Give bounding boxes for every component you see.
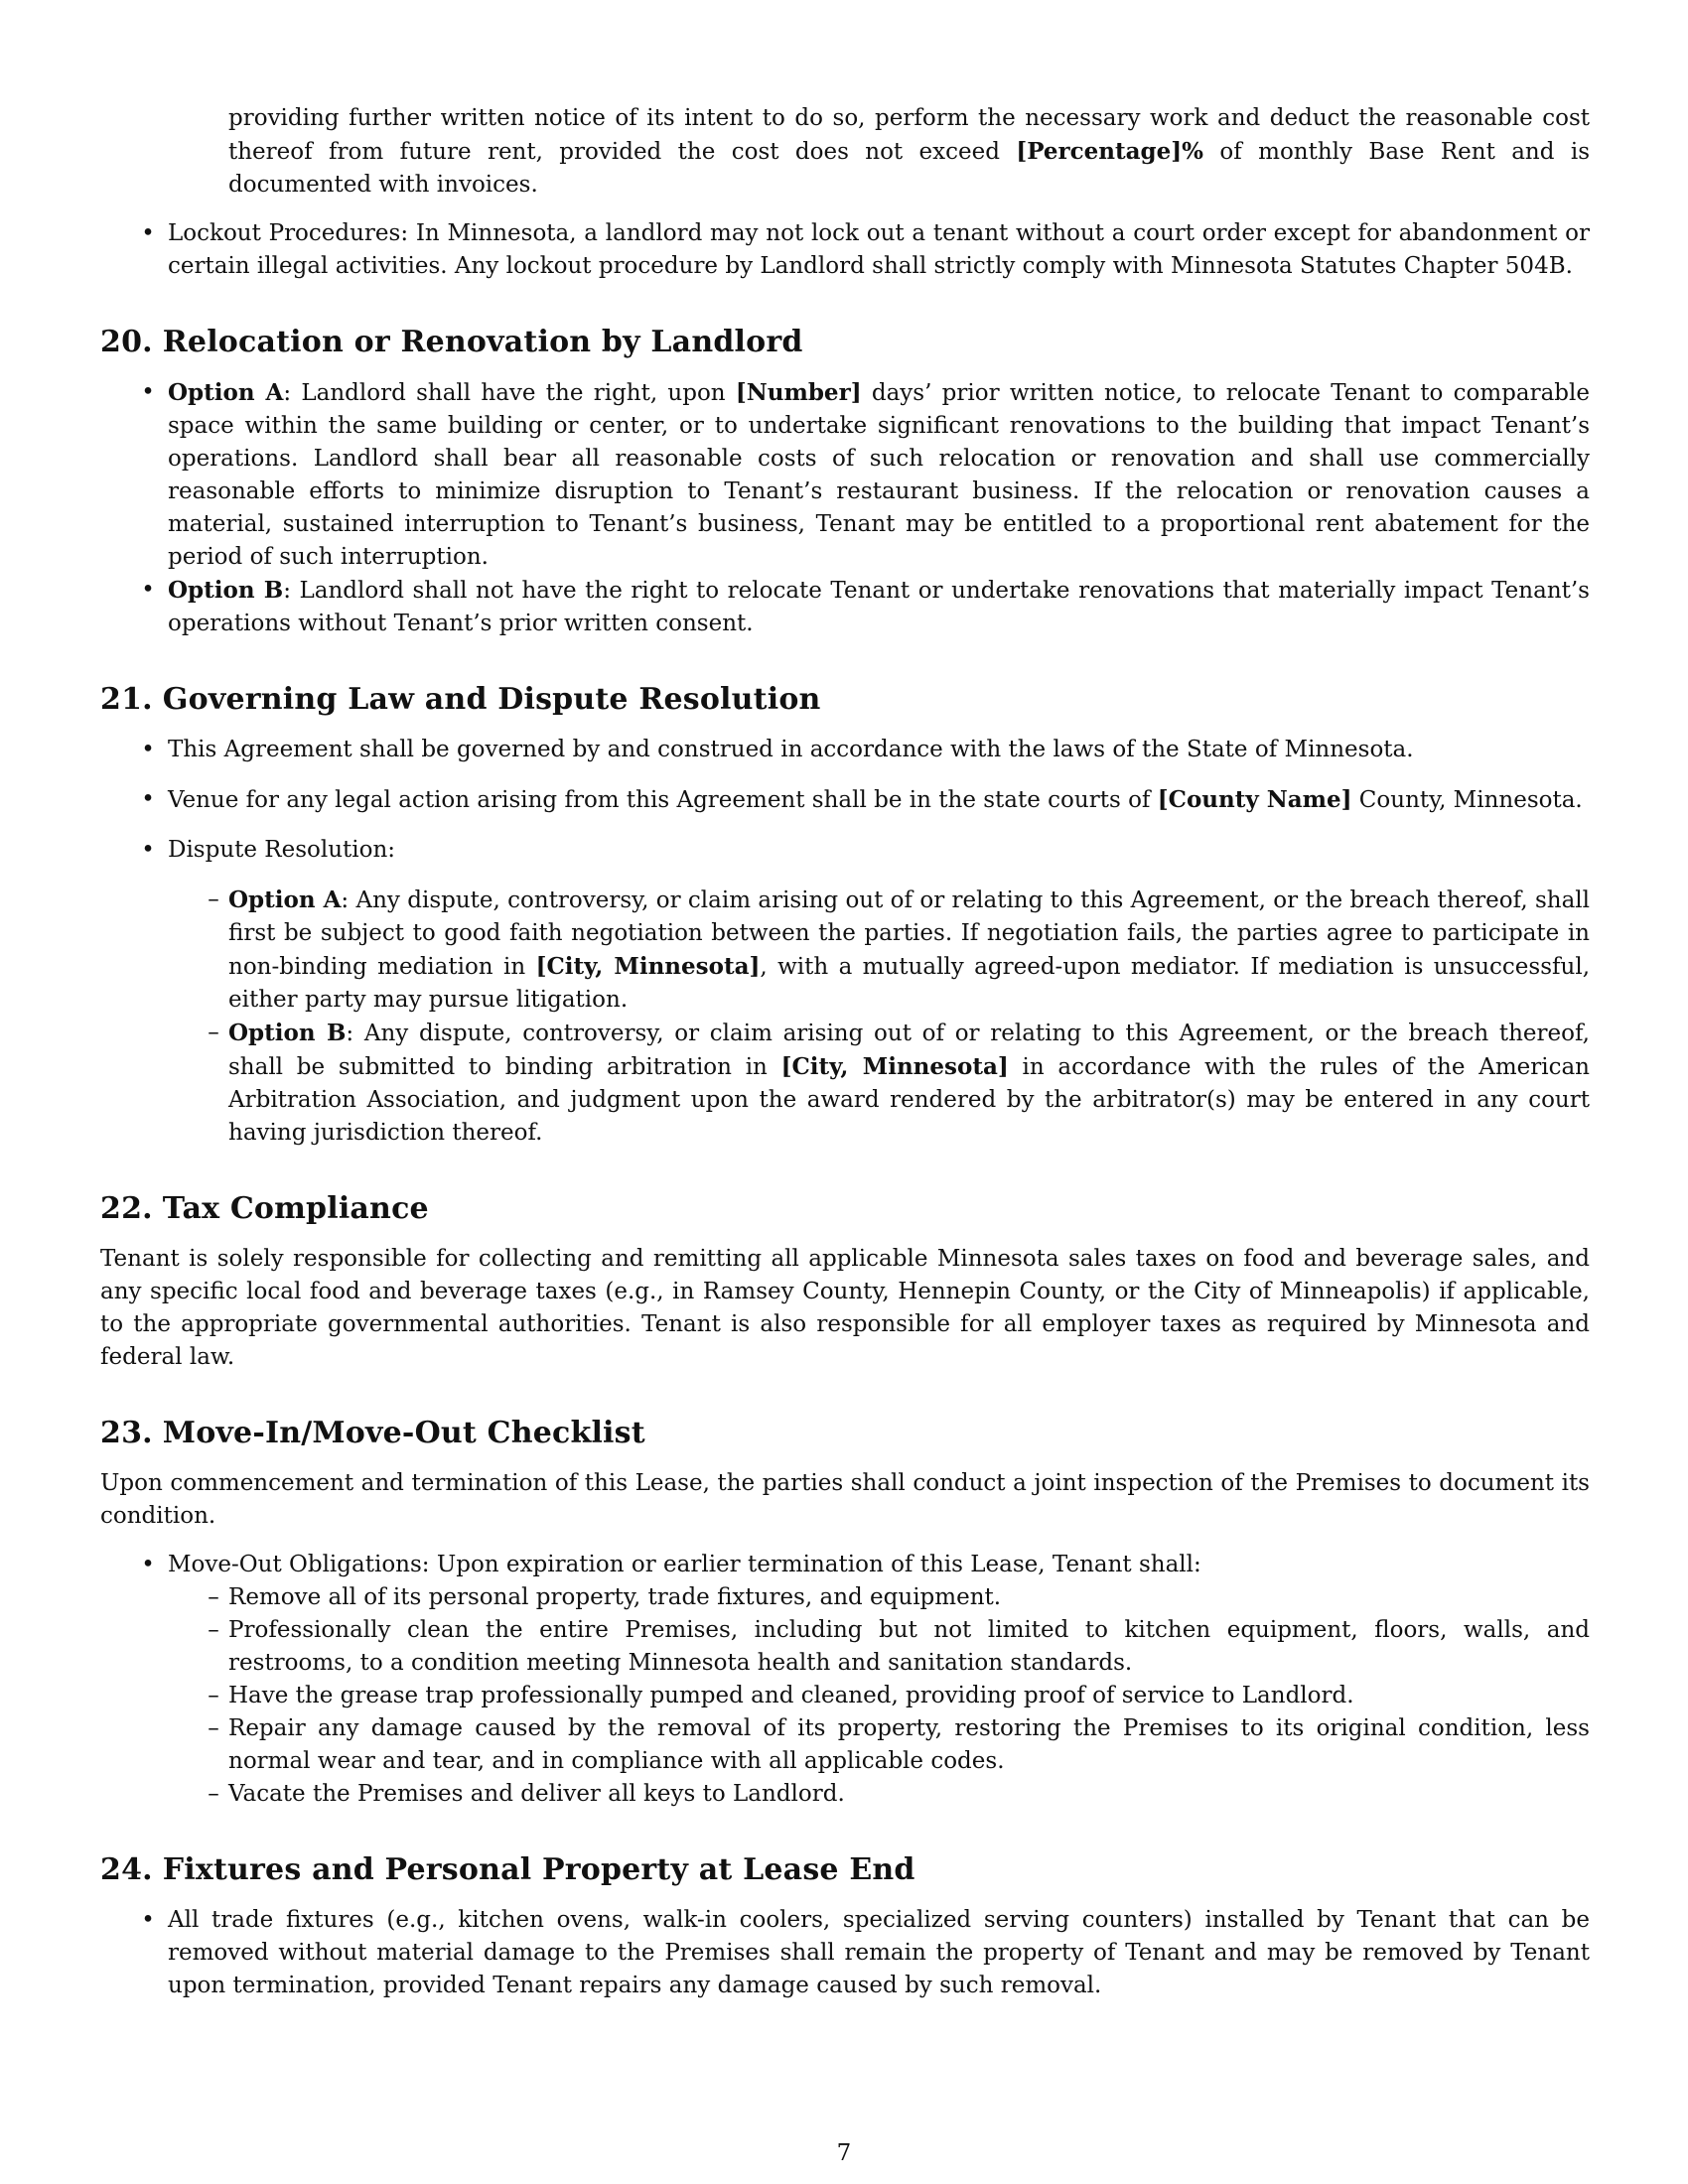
checklist-intro: Upon commencement and termination of this Lease, the parties shall conduct a joint inspection of the Premises to document its condition. — [100, 1470, 1590, 1529]
lockout-list — [100, 217, 1590, 283]
dispute-text: Dispute Resolution: — [168, 837, 396, 863]
obligation-text: Repair any damage caused by the removal of its property, restoring the Premises to its original condition, less normal wear and tear, and in compliance with all applicable codes. — [228, 1715, 1590, 1774]
bullet-marker: • — [141, 1552, 155, 1577]
lockout-item — [100, 217, 1590, 283]
continued-text-end: of monthly Base Rent and is documented with invoices. — [228, 139, 1591, 198]
dash-marker: – — [208, 1715, 219, 1741]
section-20-heading — [100, 323, 1590, 362]
section-title: Move-In/Move-Out Checklist — [162, 1416, 645, 1450]
move-out-text: Move-Out Obligations: Upon expiration or earlier termination of this Lease, Tenant shall: — [168, 1552, 1201, 1577]
section-title: Tax Compliance — [162, 1191, 429, 1226]
option-a-item — [100, 376, 1590, 574]
move-out-item — [100, 1549, 1590, 1811]
section-24-heading — [100, 1850, 1590, 1890]
option-text: : Any dispute, controversy, or claim arising out of or relating to this Agreement, or the breach thereof, shall be submitted to binding arbitration in — [228, 1021, 1590, 1080]
section-title: Relocation or Renovation by Landlord — [162, 325, 803, 359]
fixtures-text: All trade fixtures (e.g., kitchen ovens, walk-in coolers, specialized serving counters) installed by Tenant that can be removed without material damage to the Premises shall remain the property of Tenant and may be removed by Tenant upon termination, provided Tenant repairs any damage caused by such removal. — [168, 1907, 1590, 1998]
dash-marker: – — [208, 1020, 219, 1045]
trade-fixtures-item — [100, 1904, 1590, 2002]
list-item — [168, 1778, 1590, 1811]
section-number: 20. — [100, 325, 153, 359]
venue-text-end: County, Minnesota. — [1351, 787, 1583, 813]
section-number: 22. — [100, 1191, 153, 1226]
dispute-option-a — [168, 884, 1590, 1017]
option-text: : Landlord shall have the right, upon — [283, 380, 736, 406]
law-text: This Agreement shall be governed by and construed in accordance with the laws of the State of Minnesota. — [168, 737, 1414, 762]
section-24-list — [100, 1904, 1590, 2002]
venue-item — [100, 783, 1590, 817]
obligation-text: Have the grease trap professionally pumped and cleaned, providing proof of service to Landlord. — [228, 1683, 1354, 1708]
section-title: Governing Law and Dispute Resolution — [162, 682, 821, 717]
dispute-option-b — [168, 1017, 1590, 1150]
obligation-text: Remove all of its personal property, trade fixtures, and equipment. — [228, 1584, 1002, 1610]
percentage-placeholder: [Percentage]% — [1016, 138, 1204, 165]
bullet-marker: • — [141, 737, 155, 762]
option-text-end: in accordance with the rules of the American Arbitration Association, and judgment upon the award rendered by the arbitrator(s) may be entered in any court having jurisdiction thereof. — [228, 1054, 1590, 1146]
obligation-text: Vacate the Premises and deliver all keys to Landlord. — [228, 1781, 845, 1807]
section-21-list — [100, 734, 1590, 1150]
bullet-marker: • — [141, 379, 155, 405]
governing-law-item — [100, 734, 1590, 766]
dash-marker: – — [208, 887, 219, 912]
section-23-heading — [100, 1414, 1590, 1453]
list-item — [168, 1680, 1590, 1712]
option-text: : Landlord shall not have the right to relocate Tenant or undertake renovations that materially impact Tenant’s operations without Tenant’s prior written consent. — [168, 578, 1590, 636]
dash-marker: – — [208, 1683, 219, 1708]
list-item — [168, 1712, 1590, 1778]
option-label: Option B — [168, 577, 284, 604]
dispute-options — [168, 884, 1590, 1150]
section-21-heading — [100, 680, 1590, 720]
option-b-item — [100, 574, 1590, 640]
section-title: Fixtures and Personal Property at Lease End — [162, 1852, 915, 1887]
option-text-end: , with a mutually agreed-upon mediator. If mediation is unsuccessful, either party may pursue litigation. — [228, 954, 1591, 1013]
option-text-end: days’ prior written notice, to relocate Tenant to comparable space within the same building or center, or to undertake significant renovations to the building that impact Tenant’s operations. Landlord shall bear all reasonable costs of such relocation or renovation and shall use commercially reasonable efforts to minimize disruption to Tenant’s restaurant business. If the relocation or renovation causes a material, sustained interruption to Tenant’s business, Tenant may be entitled to a proportional rent abatement for the period of such interruption. — [168, 380, 1590, 570]
option-label: Option A — [228, 887, 342, 913]
option-text: : Any dispute, controversy, or claim arising out of or relating to this Agreement, or the breach thereof, shall first be subject to good faith negotiation between the parties. If negotiation fails, the parties agree to participate in non-binding mediation in — [228, 887, 1590, 980]
venue-text: Venue for any legal action arising from this Agreement shall be in the state courts of — [168, 787, 1158, 813]
bullet-marker: • — [141, 220, 155, 246]
bullet-marker: • — [141, 577, 155, 603]
county-placeholder: [County Name] — [1157, 786, 1352, 813]
obligation-text: Professionally clean the entire Premises, including but not limited to kitchen equipment, floors, walls, and restrooms, to a condition meeting Minnesota health and sanitation standards. — [228, 1617, 1590, 1676]
page-number: 7 — [836, 2140, 852, 2166]
list-item — [168, 1581, 1590, 1614]
list-item — [168, 1614, 1590, 1680]
page-body — [100, 102, 1590, 2002]
continued-paragraph — [100, 102, 1590, 202]
tax-paragraph: Tenant is solely responsible for collecting and remitting all applicable Minnesota sales taxes on food and beverage sales, and any specific local food and beverage taxes (e.g., in Ramsey County, Hennepin County, or the City of Minneapolis) if applicable, to the appropriate governmental authorities. Tenant is also responsible for all employer taxes as required by Minnesota and federal law. — [100, 1246, 1590, 1370]
dash-marker: – — [208, 1617, 219, 1643]
section-22-heading — [100, 1189, 1590, 1229]
section-20-options — [100, 376, 1590, 640]
section-number: 21. — [100, 682, 153, 717]
city-placeholder: [City, Minnesota] — [780, 1053, 1009, 1080]
option-label: Option A — [168, 379, 284, 406]
section-23-list — [100, 1549, 1590, 1811]
bullet-marker: • — [141, 837, 155, 863]
continued-text: providing further written notice of its intent to do so, perform the necessary work and deduct the reasonable cost thereof from future rent, provided the cost does not exceed — [228, 105, 1590, 165]
section-number: 23. — [100, 1416, 153, 1450]
dash-marker: – — [208, 1584, 219, 1610]
bullet-marker: • — [141, 1907, 155, 1933]
dash-marker: – — [208, 1781, 219, 1807]
move-out-obligations — [168, 1581, 1590, 1811]
bullet-marker: • — [141, 786, 155, 812]
city-placeholder: [City, Minnesota] — [535, 953, 761, 980]
lockout-text: Lockout Procedures: In Minnesota, a landlord may not lock out a tenant without a court order except for abandonment or certain illegal activities. Any lockout procedure by Landlord shall strictly comply with Minnesota Statutes Chapter 504B. — [168, 220, 1590, 279]
section-number: 24. — [100, 1852, 153, 1887]
dispute-resolution-item — [100, 834, 1590, 1150]
option-label: Option B — [228, 1020, 347, 1046]
number-placeholder: [Number] — [735, 379, 862, 406]
